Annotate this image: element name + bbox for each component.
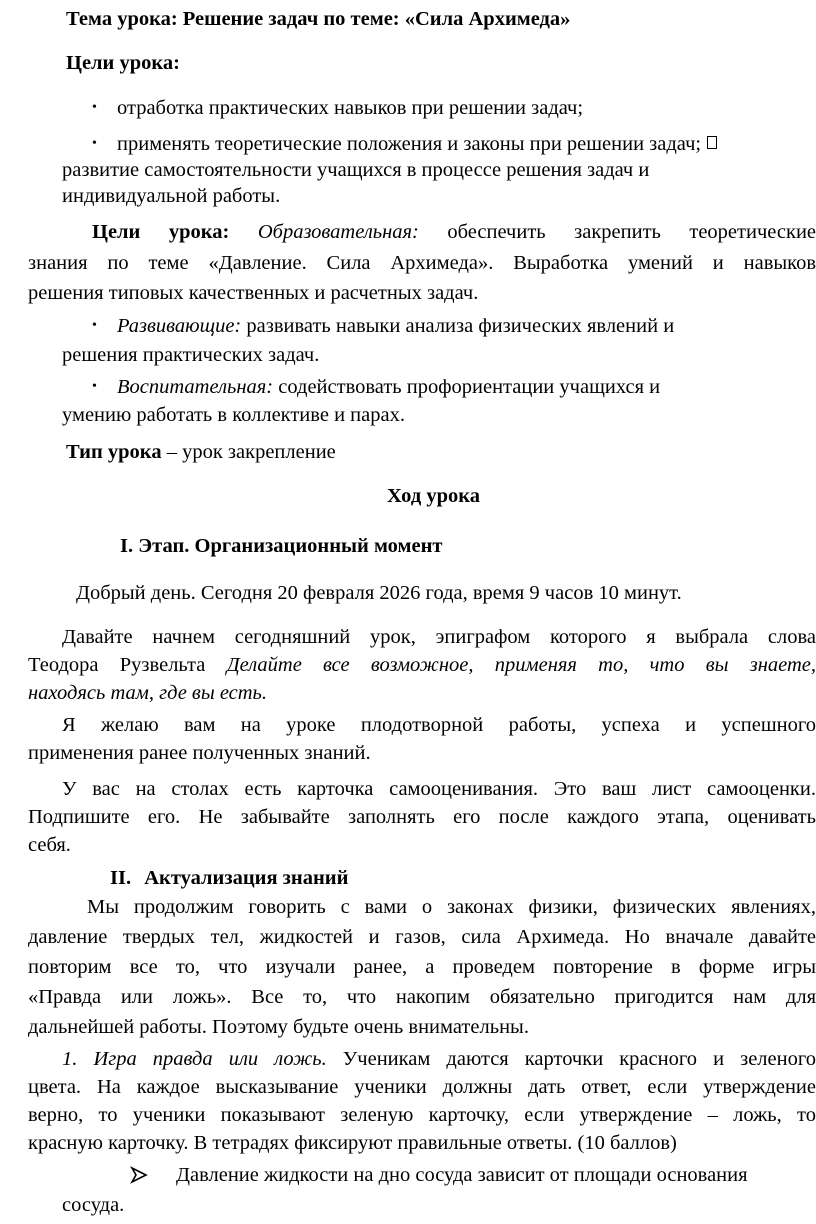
bullet-dot: • xyxy=(92,379,97,394)
paragraph-line: давление твердых тел, жидкостей и газов, сила Архимеда. Но вначале давайте xyxy=(28,926,816,948)
goal-item-text: применять теоретические положения и законы при решении задач; xyxy=(117,133,702,155)
game-text: Ученикам даются карточки красного и зеленого xyxy=(342,1048,816,1070)
game-label: 1. Игра правда или ложь. xyxy=(62,1048,327,1070)
goal-item-cont: развитие самостоятельности учащихся в процессе решения задач и xyxy=(62,159,650,181)
paragraph-line: дальнейшей работы. Поэтому будьте очень внимательны. xyxy=(28,1016,529,1038)
statement: Давление жидкости на дно сосуда зависит от площади основания xyxy=(176,1164,748,1186)
greeting: Добрый день. Сегодня 20 февраля 2026 года, время 9 часов 10 минут. xyxy=(76,582,682,604)
topic-label: Тема урока: xyxy=(66,8,178,30)
stage-2-text: Актуализация знаний xyxy=(144,867,349,889)
lesson-type-label: Тип урока xyxy=(66,441,162,463)
developing-text: развивать навыки анализа физических явлений и xyxy=(246,315,675,337)
lesson-type xyxy=(66,439,336,465)
stage-1-text: Этап. Организационный момент xyxy=(138,535,443,557)
paragraph-line: цвета. На каждое высказывание ученики должны дать ответ, если утверждение xyxy=(28,1076,816,1098)
stage-1-heading xyxy=(120,533,442,559)
developing-label: Развивающие: xyxy=(117,315,242,337)
stage-1-num: I. xyxy=(120,535,134,557)
paragraph-line: красную карточку. В тетрадях фиксируют правильные ответы. (10 баллов) xyxy=(28,1132,677,1154)
paragraph-line: умению работать в коллективе и парах. xyxy=(62,404,405,426)
paragraph-line: У вас на столах есть карточка самооценивания. Это ваш лист самооценки. xyxy=(62,778,816,800)
missing-glyph-icon xyxy=(707,136,717,149)
bullet-dot: • xyxy=(92,100,97,115)
bullet-dot: • xyxy=(92,318,97,333)
lesson-type-dash: – xyxy=(166,441,177,463)
paragraph-line: решения типовых качественных и расчетных задач. xyxy=(28,282,479,304)
bullet-dot: • xyxy=(92,136,97,151)
stage-2-num: II. xyxy=(110,867,132,889)
goal-item-cont: индивидуальной работы. xyxy=(62,185,281,207)
arrow-bullet-icon xyxy=(130,1166,148,1184)
paragraph-line: применения ранее полученных знаний. xyxy=(28,742,371,764)
epigraph-author: Теодора Рузвельта xyxy=(28,654,206,676)
upbringing-text: содействовать профориентации учащихся и xyxy=(278,376,661,398)
paragraph-line: себя. xyxy=(28,834,71,856)
goals2-label: Цели урока: xyxy=(92,221,230,243)
epigraph-line xyxy=(28,652,816,678)
stage-2-heading xyxy=(110,865,348,891)
course-heading: Ход урока xyxy=(387,485,480,507)
paragraph-line: верно, то ученики показывают зеленую карточку, если утверждение – ложь, то xyxy=(28,1104,816,1126)
lesson-type-text: урок закрепление xyxy=(182,441,336,463)
goal-item xyxy=(117,131,717,157)
upbringing-label: Воспитательная: xyxy=(117,376,274,398)
developing-goal xyxy=(117,313,674,339)
goals-heading: Цели урока: xyxy=(66,52,180,74)
paragraph-line: Давайте начнем сегодняшний урок, эпиграфом которого я выбрала слова xyxy=(62,626,816,648)
paragraph-line: «Правда или ложь». Все то, что накопим обязательно пригодится нам для xyxy=(28,986,816,1008)
goals-educational xyxy=(92,219,816,245)
lesson-topic xyxy=(66,6,570,32)
epigraph-quote-end: находясь там, где вы есть. xyxy=(28,682,268,704)
game-line xyxy=(62,1046,816,1072)
educational-label: Образовательная: xyxy=(257,221,419,243)
upbringing-goal xyxy=(117,374,660,400)
educational-text: обеспечить закрепить теоретические xyxy=(447,221,816,243)
paragraph-line: Подпишите его. Не забывайте заполнять его после каждого этапа, оценивать xyxy=(28,806,816,828)
paragraph-line: Я желаю вам на уроке плодотворной работы, успеха и успешного xyxy=(62,714,816,736)
paragraph-line: решения практических задач. xyxy=(62,344,320,366)
paragraph-line: повторим все то, что изучали ранее, а проведем повторение в форме игры xyxy=(28,956,816,978)
epigraph-quote: Делайте все возможное, применяя то, что вы знаете, xyxy=(226,654,816,676)
goal-item: отработка практических навыков при решении задач; xyxy=(117,97,584,119)
paragraph-line: знания по теме «Давление. Сила Архимеда». Выработка умений и навыков xyxy=(28,252,816,274)
paragraph-line: Мы продолжим говорить с вами о законах физики, физических явлениях, xyxy=(87,896,816,918)
paragraph-line: сосуда. xyxy=(62,1194,125,1216)
topic-text: Решение задач по теме: «Сила Архимеда» xyxy=(182,8,571,30)
